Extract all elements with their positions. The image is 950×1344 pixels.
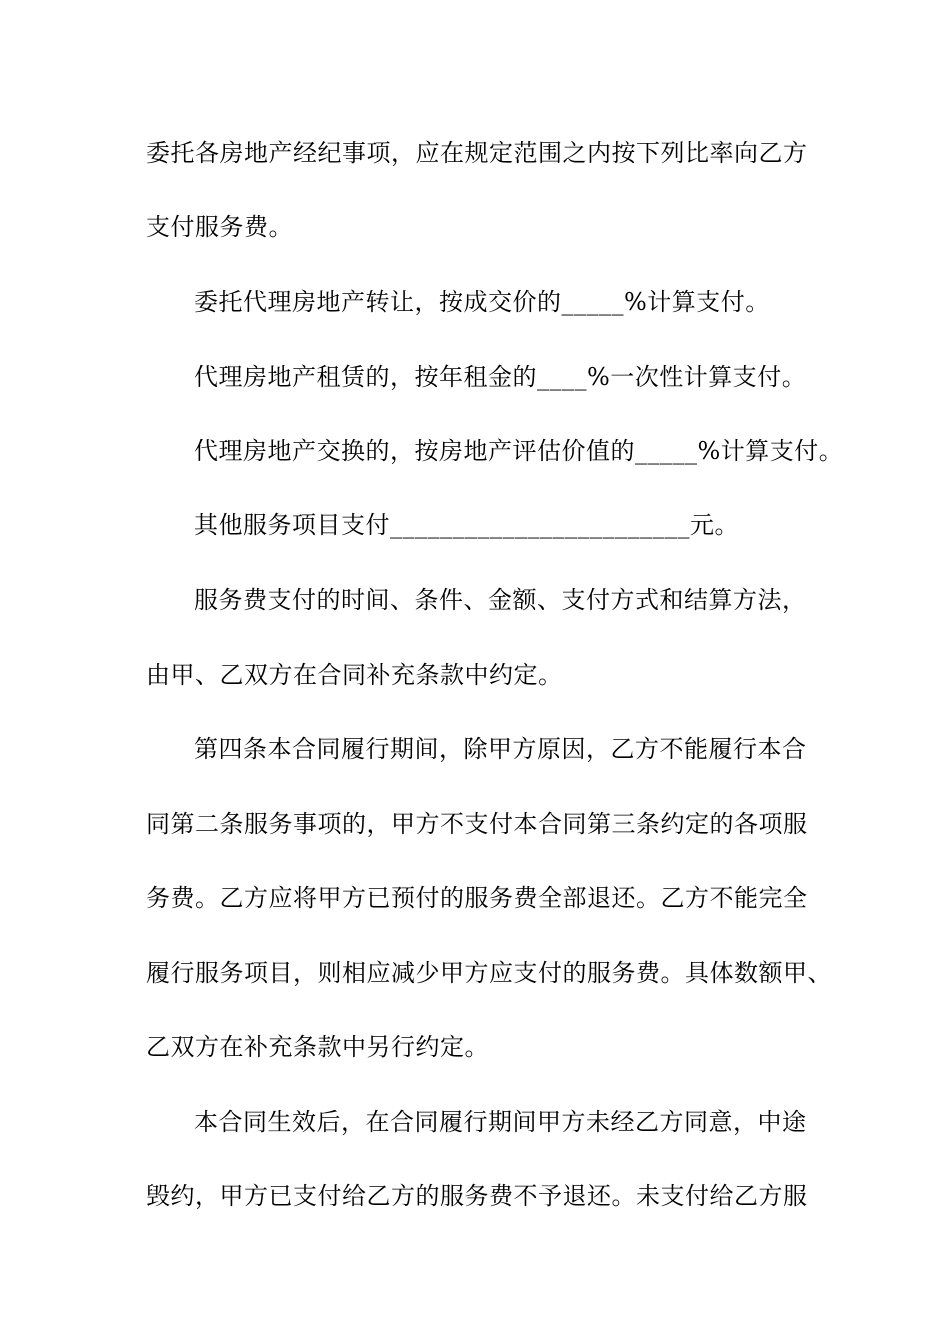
- text-line: 代理房地产租赁的，按年租金的____%一次性计算支付。: [194, 363, 807, 391]
- text-line: 代理房地产交换的，按房地产评估价值的_____%计算支付。: [194, 437, 844, 465]
- text-line: 服务费支付的时间、条件、金额、支付方式和结算方法，: [194, 586, 807, 614]
- text-line: 毁约，甲方已支付给乙方的服务费不予退还。未支付给乙方服: [146, 1182, 808, 1210]
- text-line: 委托各房地产经纪事项，应在规定范围之内按下列比率向乙方: [146, 139, 808, 167]
- text-line: 本合同生效后，在合同履行期间甲方未经乙方同意，中途: [194, 1108, 807, 1136]
- text-line: 由甲、乙双方在合同补充条款中约定。: [146, 661, 563, 689]
- text-line: 务费。乙方应将甲方已预付的服务费全部退还。乙方不能完全: [146, 884, 808, 912]
- text-line: 乙双方在补充条款中另行约定。: [146, 1033, 489, 1061]
- text-line: 第四条本合同履行期间，除甲方原因，乙方不能履行本合: [194, 735, 807, 763]
- text-line: 同第二条服务事项的，甲方不支付本合同第三条约定的各项服: [146, 810, 808, 838]
- text-line: 支付服务费。: [146, 213, 293, 241]
- text-line: 其他服务项目支付________________________元。: [194, 511, 739, 539]
- text-line: 履行服务项目，则相应减少甲方应支付的服务费。具体数额甲、: [146, 959, 832, 987]
- text-line: 委托代理房地产转让，按成交价的_____%计算支付。: [194, 288, 770, 316]
